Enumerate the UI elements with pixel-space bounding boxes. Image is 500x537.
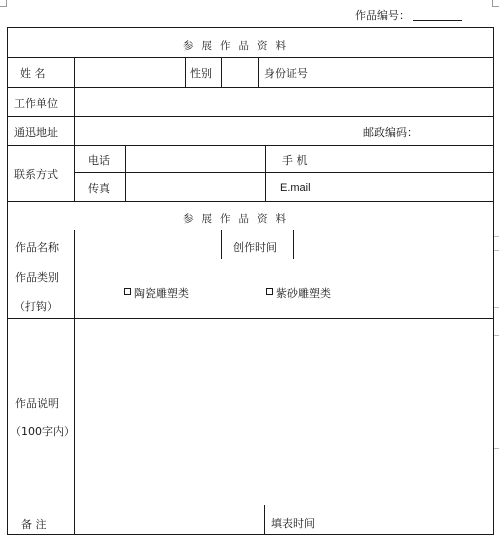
creation-time-input[interactable] — [295, 232, 490, 258]
margin-tick — [494, 335, 499, 336]
mobile-input[interactable] — [330, 147, 490, 171]
ceramic-sculpture-checkbox[interactable] — [124, 288, 131, 295]
gender-input[interactable] — [223, 59, 257, 86]
remarks-input[interactable] — [76, 505, 262, 533]
description-label: 作品说明 — [15, 397, 59, 410]
work-name-input[interactable] — [76, 232, 220, 258]
description-limit: （100字内） — [10, 425, 75, 438]
margin-tick — [494, 448, 499, 449]
description-textarea[interactable] — [76, 320, 490, 502]
page-corner-mark-left — [0, 0, 7, 7]
address-label: 通迅地址 — [14, 126, 58, 139]
phone-label: 电话 — [88, 154, 110, 167]
contact-label: 联系方式 — [14, 168, 58, 181]
name-input[interactable] — [76, 59, 184, 86]
address-input[interactable] — [76, 118, 356, 144]
zisha-sculpture-checkbox[interactable] — [266, 288, 273, 295]
fill-time-label: 填表时间 — [271, 517, 315, 530]
section-title-artwork: 参展作品资料 — [183, 213, 294, 225]
work-number-field[interactable] — [413, 8, 462, 21]
email-input[interactable] — [330, 174, 490, 200]
work-name-label: 作品名称 — [15, 241, 59, 254]
work-category-label: 作品类别 — [15, 271, 59, 284]
category-hint: （打钩） — [14, 300, 58, 313]
margin-tick — [494, 307, 499, 308]
id-number-label: 身份证号 — [264, 67, 308, 80]
work-unit-input[interactable] — [76, 89, 490, 115]
phone-input[interactable] — [127, 147, 263, 171]
fill-time-input[interactable] — [330, 505, 490, 533]
page-corner-mark-right — [492, 0, 499, 7]
margin-tick — [494, 250, 499, 251]
gender-label: 性别 — [190, 67, 212, 80]
email-label: E.mail — [280, 182, 311, 194]
fax-input[interactable] — [127, 174, 263, 200]
section-title-participant: 参展作品资料 — [183, 40, 294, 52]
name-label: 姓 名 — [20, 67, 46, 80]
ceramic-sculpture-label: 陶瓷雕塑类 — [134, 287, 189, 300]
zisha-sculpture-label: 紫砂雕塑类 — [276, 287, 331, 300]
remarks-label: 备 注 — [21, 518, 47, 531]
work-number-label: 作品编号： — [355, 9, 410, 22]
fax-label: 传真 — [88, 182, 110, 195]
mobile-label: 手 机 — [282, 154, 308, 167]
margin-tick — [494, 236, 499, 237]
id-number-input[interactable] — [330, 59, 490, 86]
creation-time-label: 创作时间 — [233, 241, 277, 254]
work-unit-label: 工作单位 — [14, 97, 58, 110]
postal-code-label: 邮政编码： — [363, 126, 418, 139]
